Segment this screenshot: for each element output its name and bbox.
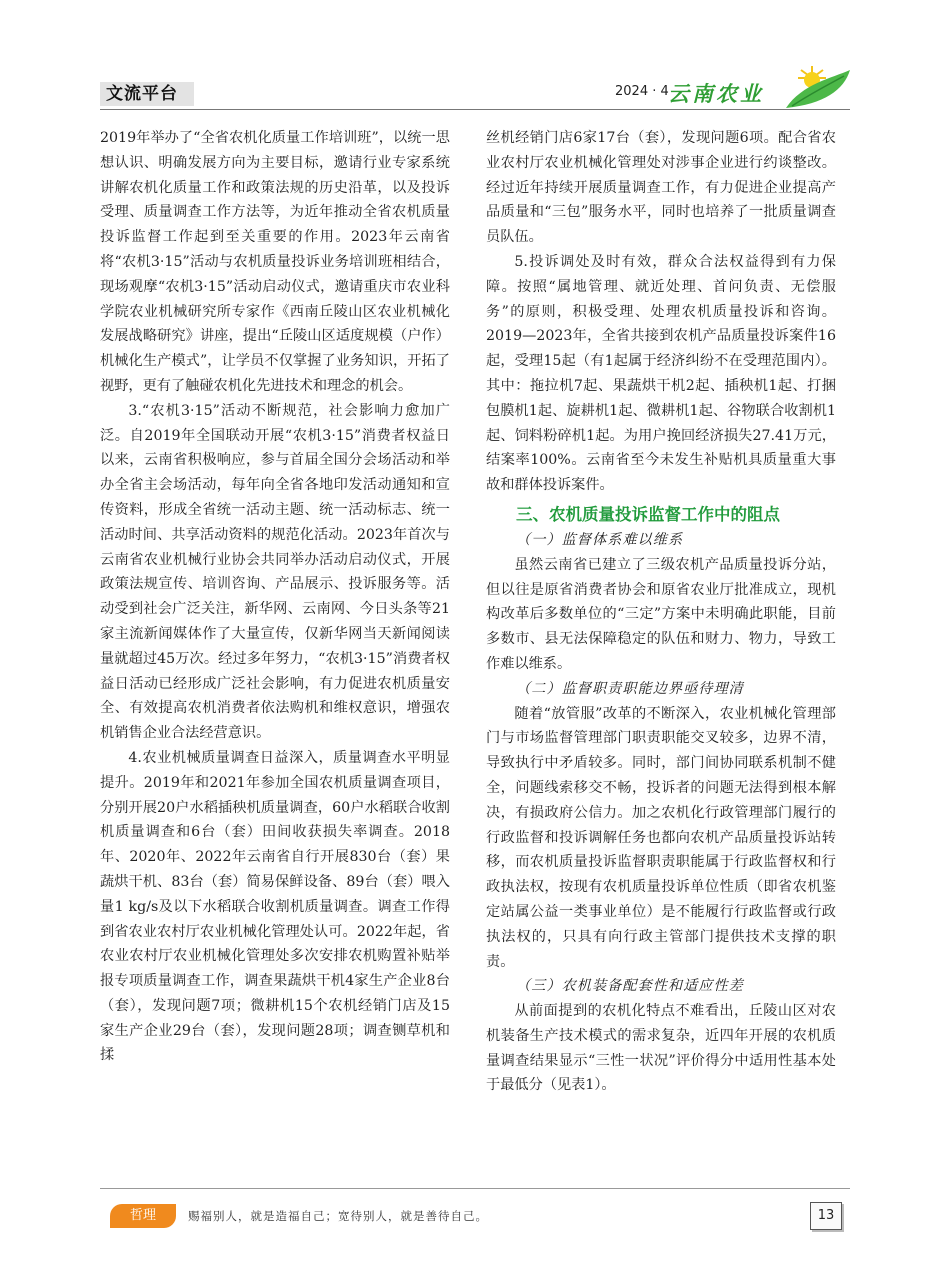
paragraph: 5.投诉调处及时有效，群众合法权益得到有力保障。按照“属地管理、就近处理、首问负责、无偿服务”的原则，积极受理、处理农机质量投诉和咨询。2019—2023年，全省共接到农机产品质量投诉案件16起，受理15起（有1起属于经济纠纷不在受理范围内）。其中：拖拉机7起、果蔬烘干机2起、插秧机1起、打捆包膜机1起、旋耕机1起、微耕机1起、谷物联合收割机1起、饲料粉碎机1起。为用户挽回经济损失27.41万元，结案率100%。云南省至今未发生补贴机具质量重大事故和群体投诉案件。 [486, 253, 836, 494]
paragraph: 丝机经销门店6家17台（套），发现问题6项。配合省农业农村厅农业机械化管理处对涉事企业进行约谈整改。经过近年持续开展质量调查工作，有力促进企业提高产品质量和“三包”服务水平，同时也培养了一批质量调查员队伍。 [486, 130, 836, 246]
issue-number: 2024 · 4 [615, 84, 669, 99]
subsection-heading: （一）监督体系难以维系 [516, 531, 684, 548]
right-column [486, 126, 836, 1098]
paragraph: 从前面提到的农机化特点不难看出，丘陵山区对农机装备生产技术模式的需求复杂，近四年开展的农机质量调查结果显示“三性一状况”评价得分中适用性基本处于最低分（见表1）。 [486, 1003, 836, 1094]
paragraph: 2019年举办了“全省农机化质量工作培训班”，以统一思想认识、明确发展方向为主要目标，邀请行业专家系统讲解农机化质量工作和政策法规的历史沿革，以及投诉受理、质量调查工作方法等，为近年推动全省农机质量投诉监督工作起到至关重要的作用。2023年云南省将“农机3·15”活动与农机质量投诉业务培训班相结合，现场观摩“农机3·15”活动启动仪式，邀请重庆市农业科学院农业机械研究所专家作《西南丘陵山区农业机械化发展战略研究》讲座，提出“丘陵山区适度规模（户作）机械化生产模式”，让学员不仅掌握了业务知识，开拓了视野，更有了触碰农机化先进技术和理念的机会。 [100, 130, 450, 394]
header-rule [100, 109, 850, 110]
section-heading: 三、农机质量投诉监督工作中的阻点 [516, 504, 780, 524]
subsection-heading: （三）农机装备配套性和适应性差 [516, 978, 744, 995]
page-footer [100, 1188, 850, 1238]
subsection-heading: （二）监督职责职能边界亟待理清 [516, 680, 744, 697]
sun-leaf-logo-icon [782, 64, 852, 110]
footer-rule [100, 1188, 850, 1189]
footer-tag: 哲理 [110, 1204, 176, 1228]
page-header [100, 78, 850, 114]
section-tag: 文流平台 [100, 82, 194, 106]
paragraph: 随着“放管服”改革的不断深入，农业机械化管理部门与市场监督管理部门职责职能交叉较多，边界不清，导致执行中矛盾较多。同时，部门间协同联系机制不健全，问题线索移交不畅，投诉者的问题无法得到根本解决，有损政府公信力。加之农机化行政管理部门履行的行政监督和投诉调解任务也都向农机产品质量投诉站转移，而农机质量投诉监督职责职能属于行政监督权和行政执法权，按现有农机质量投诉单位性质（即省农机鉴定站属公益一类事业单位）是不能履行行政监督或行政执法权的，只具有向行政主管部门提供技术支撑的职责。 [486, 705, 836, 970]
page-number: 13 [810, 1202, 842, 1230]
paragraph: 虽然云南省已建立了三级农机产品质量投诉分站，但以往是原省消费者协会和原省农业厅批准成立，现机构改革后多数单位的“三定”方案中未明确此职能，目前多数市、县无法保障稳定的队伍和财力、物力，导致工作难以维系。 [486, 556, 836, 672]
paragraph: 3.“农机3·15”活动不断规范，社会影响力愈加广泛。自2019年全国联动开展“农机3·15”消费者权益日以来，云南省积极响应，参与首届全国分会场活动和举办全省主会场活动，每年向全省各地印发活动通知和宣传资料，形成全省统一活动主题、统一活动标志、统一活动时间、共享活动资料的规范化活动。2023年首次与云南省农业机械行业协会共同举办活动启动仪式，开展政策法规宣传、培训咨询、产品展示、投诉服务等。活动受到社会广泛关注，新华网、云南网、今日头条等21家主流新闻媒体作了大量宣传，仅新华网当天新闻阅读量就超过45万次。经过多年努力，“农机3·15”消费者权益日活动已经形成广泛社会影响，有力促进农机质量安全、有效提高农机消费者依法购机和维权意识，增强农机销售企业合法经营意识。 [100, 402, 450, 742]
footer-quote: 赐福别人，就是造福自己；宽待别人，就是善待自己。 [188, 1209, 488, 1223]
magazine-title: 云南农业 [668, 81, 764, 106]
left-column [100, 126, 450, 1068]
paragraph: 4.农业机械质量调查日益深入，质量调查水平明显提升。2019年和2021年参加全国农机质量调查项目，分别开展20户水稻插秧机质量调查，60户水稻联合收割机质量调查和6台（套）田间收获损失率调查。2018年、2020年、2022年云南省自行开展830台（套）果蔬烘干机、83台（套）简易保鲜设备、89台（套）喂入量1 kg/s及以下水稻联合收割机质量调查。调查工作得到省农业农村厅农业机械化管理处认可。2022年起，省农业农村厅农业机械化管理处多次安排农机购置补贴举报专项质量调查工作，调查果蔬烘干机4家生产企业8台（套），发现问题7项；微耕机15个农机经销门店及15家生产企业29台（套），发现问题28项；调查铡草机和揉 [100, 749, 450, 1064]
